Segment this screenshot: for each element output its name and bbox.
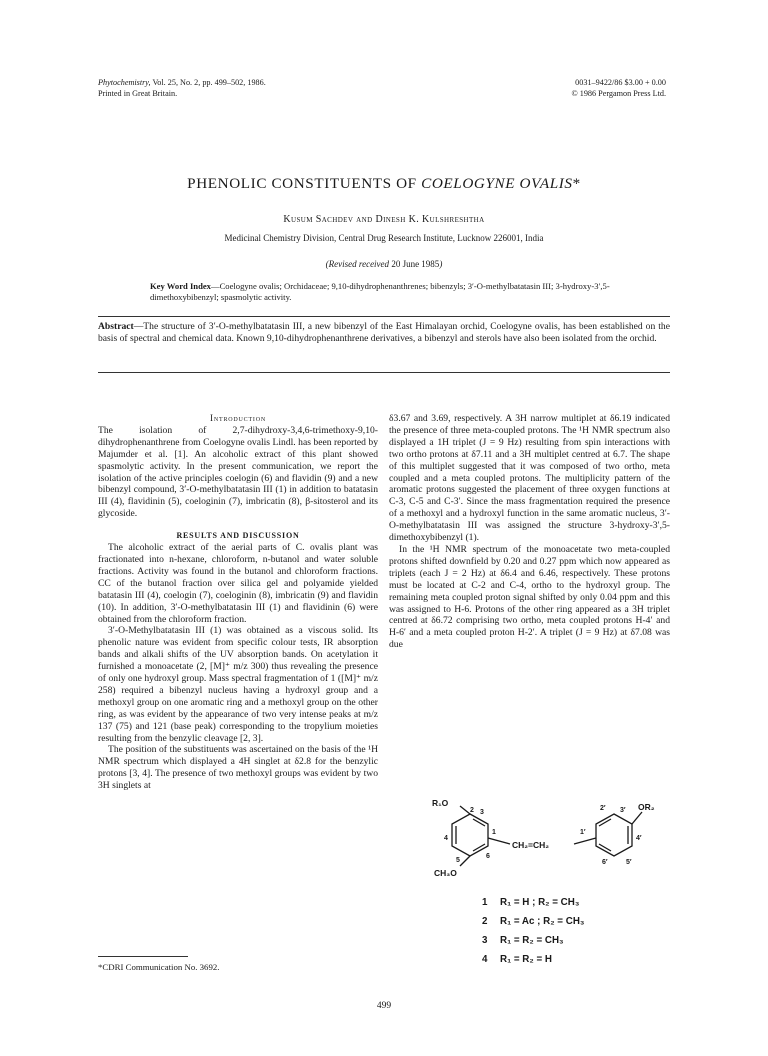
- abstract: [98, 321, 670, 345]
- svg-text:6: 6: [486, 853, 490, 860]
- results-heading: RESULTS AND DISCUSSION: [176, 531, 300, 541]
- left-benzene-ring: [452, 814, 488, 856]
- svg-text:1: 1: [492, 829, 496, 836]
- authors: Kusum Sachdev and Dinesh K. Kulshreshtha: [283, 214, 485, 225]
- compound-row: 4 R₁ = R₂ = H: [482, 954, 552, 965]
- r1o-label: R₁O: [432, 800, 449, 808]
- svg-text:2′: 2′: [600, 805, 606, 812]
- svg-text:4′: 4′: [636, 835, 642, 842]
- compound-row: 3 R₁ = R₂ = CH₃: [482, 935, 564, 946]
- copyright: © 1986 Pergamon Press Ltd.: [571, 88, 666, 98]
- keyword-index: [150, 281, 620, 303]
- introduction-text: The isolation of 2,7-dihydroxy-3,4,6-trimethoxy-9,10-dihydrophenanthrene from Coelogyne ovalis Lindl. has been reported by Majumder et al. [1]. An alcoholic extract of this plant showed spasmolytic activity. In the present communication, we report the isolation of the active principles coelogin (6) and flavidin (9) and a new bibenzyl compound, 3′-O-methylbatatasin III (1) in addition to batatasin III (4), flavidinin (5), coeloginin (7), imbricatin (8), β-sitosterol and its glycoside.: [98, 424, 378, 520]
- svg-text:3: 3: [480, 809, 484, 816]
- compound-row: 1 R₁ = H ; R₂ = CH₃: [482, 897, 580, 908]
- paper-title: PHENOLIC CONSTITUENTS OF COELOGYNE OVALIS*: [187, 175, 581, 192]
- revised-date: (Revised received 20 June 1985): [325, 259, 443, 269]
- keyword-label: Key Word Index: [150, 281, 211, 291]
- results-paragraph-1: The alcoholic extract of the aerial parts of C. ovalis plant was fractionated into n-hexane, chloroform, n-butanol and water soluble fractions. Activity was found in the butanol and chloroform fractions. CC of the butanol fraction over silica gel and polyamide yielded batatasin III (4), coelogin (7), coeloginin (8), imbricatin (9) and flavidin (10). In addition, 3′-O-methylbatatasin III (1) and flavidinin (6) were obtained from the chloroform fraction.: [98, 542, 378, 625]
- ethylene-bridge-label: CH₂=CH₂: [512, 840, 550, 850]
- species-name: COELOGYNE OVALIS: [421, 175, 573, 192]
- svg-text:4: 4: [444, 835, 448, 842]
- right-column: [389, 413, 670, 651]
- issn-code: 0031–9422/86 $3.00 + 0.00: [575, 78, 666, 87]
- running-header-right: [571, 78, 666, 99]
- svg-text:2: 2: [470, 807, 474, 814]
- methoxy-label: CH₃O: [434, 868, 457, 878]
- right-paragraph-2: In the ¹H NMR spectrum of the monoacetate two meta-coupled protons shifted downfield by 0.20 and 0.27 ppm which now appeared as triplets (each J = 2 Hz) at δ6.4 and 6.46, respectively. These protons must be located at C-2 and C-4, ortho to the hydroxyl group. The remaining meta coupled proton signal shifted by only 0.04 ppm and this was assigned to H-6. Protons of the other ring appeared as a 3H triplet centred at δ6.72 comprising two ortho, meta coupled protons H-4′ and H-6′ and a meta coupled proton H-2′. A triplet (J = 9 Hz) at δ7.08 was due: [389, 543, 670, 651]
- keyword-text: —Coelogyne ovalis; Orchidaceae; 9,10-dihydrophenanthrenes; bibenzyls; 3′-O-methylbatatasin III; 3-hydroxy-3′,5-dimethoxybibenzyl; spasmolytic activity.: [150, 281, 610, 302]
- printed-in: Printed in Great Britain.: [98, 88, 178, 98]
- page-number: 499: [376, 1001, 392, 1011]
- affiliation: Medicinal Chemistry Division, Central Drug Research Institute, Lucknow 226001, India: [224, 233, 544, 243]
- footnote: *CDRI Communication No. 3692.: [98, 962, 220, 972]
- svg-text:6′: 6′: [602, 859, 608, 866]
- compound-list: [482, 893, 584, 969]
- compound-row: 2 R₁ = Ac ; R₂ = CH₃: [482, 916, 585, 927]
- svg-text:5: 5: [456, 857, 460, 864]
- divider-bottom: [98, 372, 670, 373]
- abstract-text: —The structure of 3′-O-methylbatatasin III, a new bibenzyl of the East Himalayan orchid, Coelogyne ovalis, has been established on the basis of spectral and chemical data. Known 9,10-dihydrophenanthrene derivatives, a bibenzyl and sterols have also been isolated from the orchid.: [98, 321, 670, 344]
- citation: Vol. 25, No. 2, pp. 499–502, 1986.: [152, 78, 266, 87]
- right-benzene-ring: [596, 814, 632, 856]
- abstract-label: Abstract: [98, 321, 134, 332]
- right-paragraph-1: δ3.67 and 3.69, respectively. A 3H narrow multiplet at δ6.19 indicated the presence of three meta-coupled protons. The ¹H NMR spectrum also displayed a 1H triplet (J = 9 Hz) resulting from spin interactions with two ortho protons at δ7.11 and a 3H multiplet centred at 6.7. The shape of this multiplet suggested that it was composed of two ortho, meta coupled and a meta coupled protons. The multiplicity pattern of the aromatic protons suggested the placement of three oxygen functions at C-3, C-5 and C-3′. Since the mass fragmentation required the presence of a methoxyl and a hydroxyl function in the same aromatic nucleus, 3′-O-methylbatatasin III was assigned the structure 3-hydroxy-3′,5-dimethoxybibenzyl (1).: [389, 413, 670, 544]
- running-header-left: [98, 78, 266, 99]
- divider-top: [98, 316, 670, 317]
- results-paragraph-2: 3′-O-Methylbatatasin III (1) was obtained as a viscous solid. Its phenolic nature was evident from specific colour tests, IR absorption bands and alkali shifts of the UV absorption bands. On acetylation it furnished a monoacetate (2, [M]⁺ m/z 300) thus revealing the presence of only one hydroxyl group. Mass spectral fragmentation of 1 ([M]⁺ m/z 258) required a bibenzyl nucleus having a hydroxyl group and a methoxyl group on one aromatic ring and a methoxyl group on the other ring, as was evident by the appearance of two very intense peaks at m/z 137 (75) and 121 (base peak) corresponding to the tropylium moieties resulting from the benzylic cleavage [2, 3].: [98, 625, 378, 744]
- svg-text:3′: 3′: [620, 807, 626, 814]
- or2-label: OR₂: [638, 802, 655, 812]
- results-paragraph-3: The position of the substituents was ascertained on the basis of the ¹H NMR spectrum which displayed a 4H singlet at δ2.8 for the benzylic protons [3, 4]. The presence of two methoxyl groups was evident by two 3H singlets at: [98, 744, 378, 792]
- introduction-heading: Introduction: [210, 413, 266, 423]
- svg-text:5′: 5′: [626, 859, 632, 866]
- left-column: [98, 413, 378, 792]
- journal-name: Phytochemistry,: [98, 78, 151, 87]
- bibenzyl-structure-diagram: [430, 800, 670, 880]
- footnote-rule: [98, 956, 188, 957]
- svg-text:1′: 1′: [580, 829, 586, 836]
